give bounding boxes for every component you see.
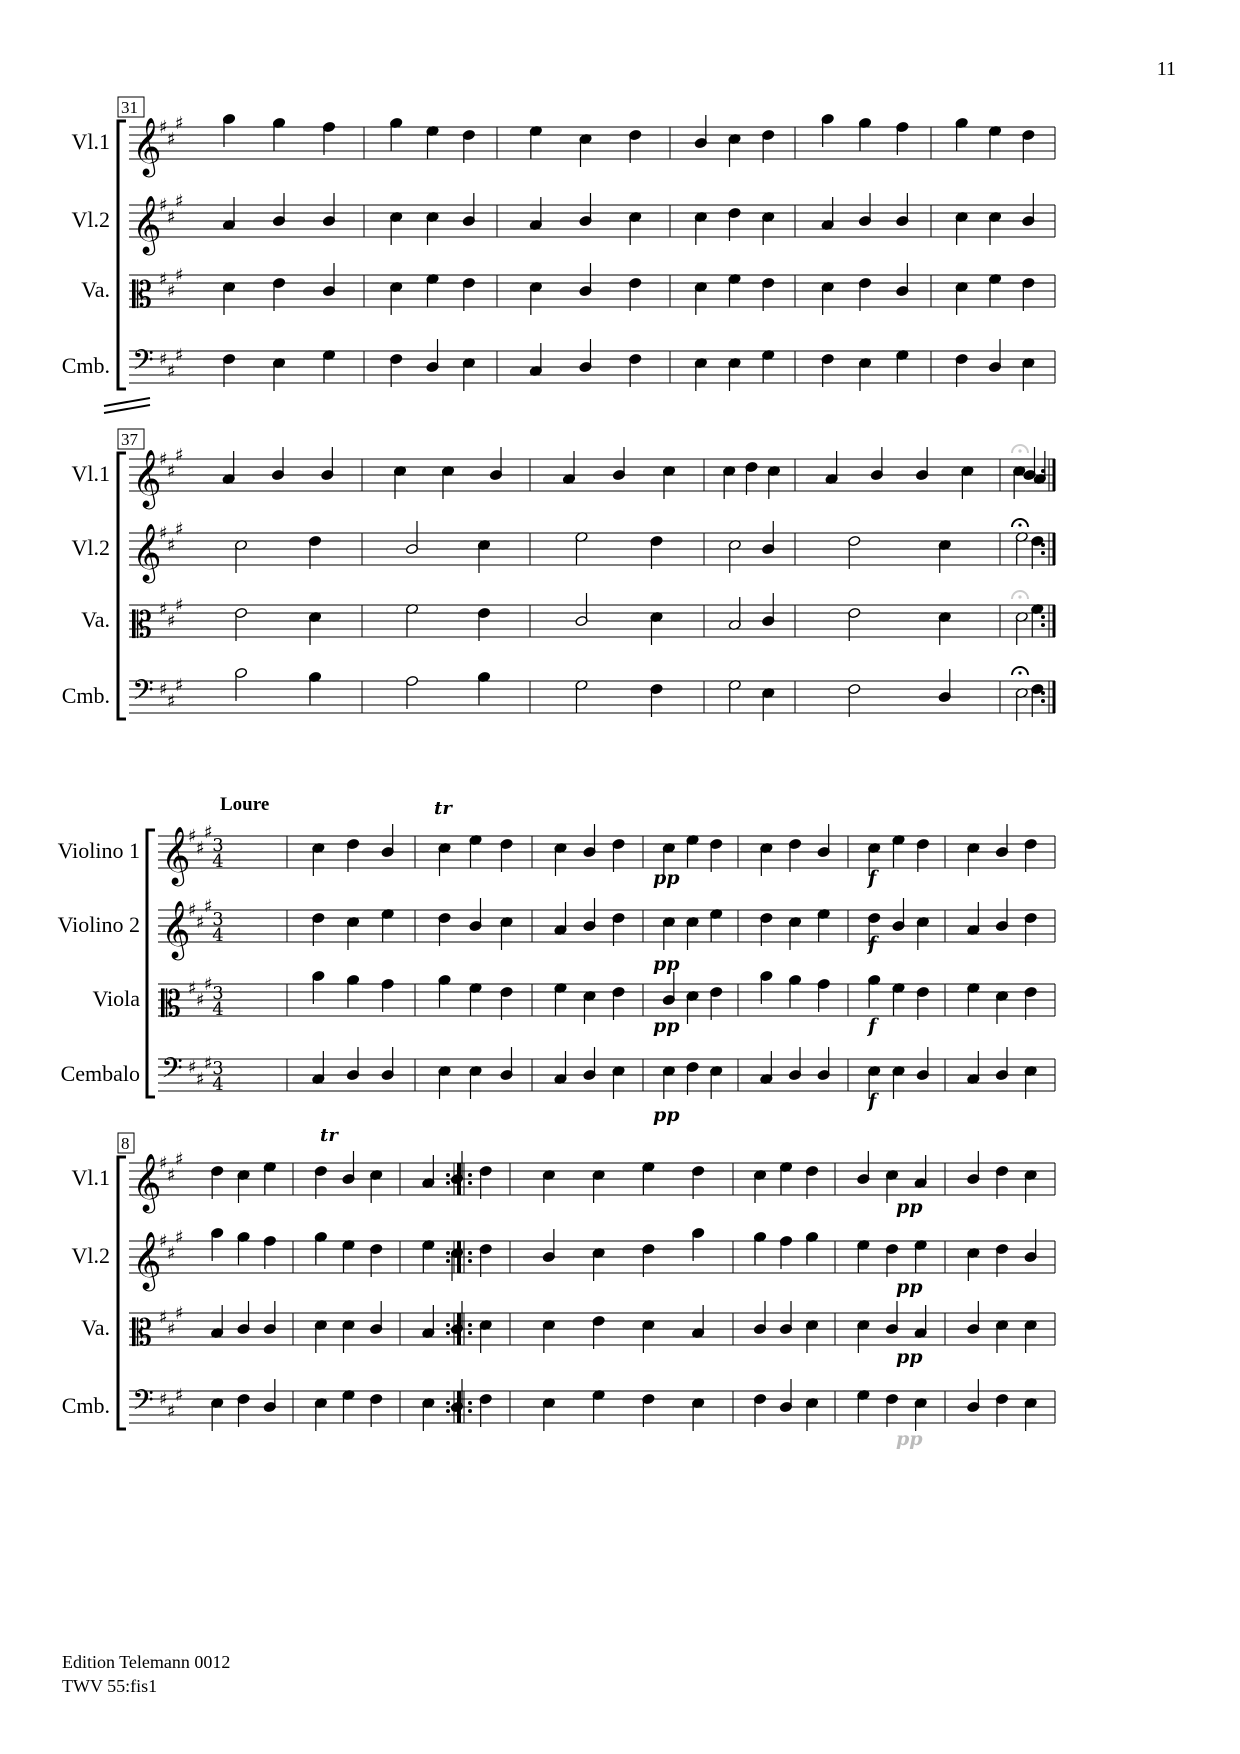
staff-1 [58,822,1055,887]
repeat-dot [468,1259,472,1263]
sharp-icon: ♯ [167,691,176,712]
system-bracket [118,1157,126,1429]
repeat-dot [468,1181,472,1185]
bass-clef-icon: 𝄢 [132,1384,154,1424]
sharp-icon: ♯ [188,1057,197,1078]
time-signature-top: 3 [212,909,224,930]
sharp-icon: ♯ [204,1053,213,1074]
staff-4 [62,339,1055,391]
sharp-icon: ♯ [175,265,184,286]
treble-clef-icon: 𝄞 [161,826,191,884]
fermata-dot [1018,523,1021,526]
staff-3 [81,593,1055,646]
sharp-icon: ♯ [159,117,168,138]
staff-label: Vl.2 [71,207,110,232]
time-signature-bottom: 4 [212,999,224,1020]
repeat-dot [468,1173,472,1177]
sharp-icon: ♯ [188,978,197,999]
repeat-dot [446,1323,450,1327]
alto-clef-icon: 𝄡 [161,984,182,1025]
time-signature-top: 3 [212,1058,224,1079]
expression-marks [320,798,923,1450]
sharp-icon: ♯ [175,445,184,466]
dynamic-pp: pp [896,1276,923,1298]
dynamic-f: f [868,1090,877,1112]
staff-label: Violino 1 [57,838,140,863]
sharp-icon: ♯ [175,113,184,134]
sharp-icon: ♯ [167,461,176,482]
dynamic-pp: pp [653,1104,680,1126]
treble-clef-icon: 𝄞 [132,449,162,507]
measure-number: 31 [121,98,138,117]
dynamic-pp: pp [653,953,680,975]
dynamic-f: f [868,933,877,955]
staff-3 [81,263,1055,316]
sharp-icon: ♯ [159,269,168,290]
sharp-icon: ♯ [167,207,176,228]
sharp-icon: ♯ [159,195,168,216]
measure-number: 37 [121,430,138,449]
staff-label: Cmb. [61,1393,110,1418]
repeat-dot [446,1251,450,1255]
fermata-dot [1018,671,1021,674]
time-signature-bottom: 4 [212,851,224,872]
staff-4 [62,1379,1055,1431]
staff-label: Va. [81,607,110,632]
repeat-dot [468,1331,472,1335]
treble-clef-icon: 𝄞 [132,195,162,253]
repeat-dot [1041,699,1045,703]
staff-3 [92,970,1055,1025]
fermata-dot [1018,595,1021,598]
sharp-icon: ♯ [196,1069,205,1090]
trill-icon: tr [320,1125,338,1146]
bass-clef-icon: 𝄢 [132,344,154,384]
repeat-dot [446,1401,450,1405]
fermata-dot [1018,449,1021,452]
sharp-icon: ♯ [167,1243,176,1264]
repeat-dot [468,1409,472,1413]
sharp-icon: ♯ [204,822,213,843]
staff-4 [61,1047,1055,1099]
staff-label: Violino 2 [57,912,140,937]
dynamic-f: f [868,1015,877,1037]
repeat-dot [468,1401,472,1405]
repeat-dot [468,1323,472,1327]
footer-edition: Edition Telemann 0012 [62,1652,231,1672]
time-signature-bottom: 4 [212,1074,224,1095]
staff-4 [62,667,1055,721]
sharp-icon: ♯ [204,896,213,917]
repeat-dot [1041,551,1045,555]
staff-label: Vl.1 [71,129,110,154]
sharp-icon: ♯ [159,449,168,470]
dynamic-f: f [868,867,877,889]
repeat-dot [446,1173,450,1177]
repeat-dot [1041,623,1045,627]
sharp-icon: ♯ [175,675,184,696]
sharp-icon: ♯ [196,838,205,859]
sharp-icon: ♯ [167,1165,176,1186]
staff-label: Vl.1 [71,461,110,486]
alto-clef-icon: 𝄡 [132,1313,153,1354]
staff-2 [58,896,1055,961]
sharp-icon: ♯ [196,990,205,1011]
staff-label: Viola [92,986,140,1011]
treble-clef-icon: 𝄞 [161,900,191,958]
treble-clef-icon: 𝄞 [132,1231,162,1289]
system-bracket [147,830,155,1097]
treble-clef-icon: 𝄞 [132,523,162,581]
sharp-icon: ♯ [159,599,168,620]
dynamic-pp: pp [896,1428,923,1450]
sharp-icon: ♯ [159,1389,168,1410]
time-signature-top: 3 [212,835,224,856]
sharp-icon: ♯ [167,361,176,382]
sharp-icon: ♯ [204,974,213,995]
repeat-dot [446,1259,450,1263]
staff-1 [72,445,1056,510]
system-separator [104,405,150,413]
staff-label: Vl.2 [71,1243,110,1268]
dynamic-pp: pp [653,1015,680,1037]
sharp-icon: ♯ [167,535,176,556]
system-bracket [118,453,126,719]
staff-2 [72,191,1056,256]
repeat-dot [468,1251,472,1255]
sharp-icon: ♯ [188,900,197,921]
dynamic-pp: pp [896,1196,923,1218]
staff-1 [72,113,1056,178]
repeat-dot [446,1331,450,1335]
sharp-icon: ♯ [175,345,184,366]
bass-clef-icon: 𝄢 [132,674,154,714]
staff-label: Vl.2 [71,535,110,560]
system-1 [62,97,1055,391]
sharp-icon: ♯ [159,679,168,700]
staff-2 [72,519,1056,584]
sharp-icon: ♯ [159,1153,168,1174]
measure-number: 8 [121,1134,130,1153]
treble-clef-icon: 𝄞 [132,117,162,175]
sharp-icon: ♯ [175,595,184,616]
page-number: 11 [1156,58,1176,80]
repeat-dot [1041,615,1045,619]
trill-icon: tr [434,798,452,819]
time-signature-bottom: 4 [212,925,224,946]
alto-clef-icon: 𝄡 [132,275,153,316]
dynamic-pp: pp [896,1346,923,1368]
sharp-icon: ♯ [175,1303,184,1324]
sharp-icon: ♯ [175,191,184,212]
treble-clef-icon: 𝄞 [132,1153,162,1211]
staff-label: Cembalo [60,1061,140,1086]
time-signature-top: 3 [212,983,224,1004]
system-2 [62,429,1055,721]
sharp-icon: ♯ [188,826,197,847]
staff-label: Cmb. [61,683,110,708]
sharp-icon: ♯ [196,912,205,933]
sharp-icon: ♯ [167,281,176,302]
repeat-dot [446,1409,450,1413]
sharp-icon: ♯ [167,611,176,632]
dynamic-pp: pp [653,867,680,889]
sharp-icon: ♯ [159,349,168,370]
sharp-icon: ♯ [175,1227,184,1248]
alto-clef-icon: 𝄡 [132,605,153,646]
footer-catalog: TWV 55:fis1 [62,1676,158,1696]
sharp-icon: ♯ [175,519,184,540]
system-separator [104,398,150,406]
system-bracket [118,121,126,389]
sharp-icon: ♯ [159,1307,168,1328]
repeat-dot [446,1181,450,1185]
staff-label: Cmb. [61,353,110,378]
system-3 [58,794,1055,1099]
sharp-icon: ♯ [175,1149,184,1170]
sharp-icon: ♯ [167,1401,176,1422]
sharp-icon: ♯ [167,1319,176,1340]
staff-label: Va. [81,277,110,302]
sharp-icon: ♯ [167,129,176,150]
bass-clef-icon: 𝄢 [161,1052,183,1092]
sharp-icon: ♯ [159,1231,168,1252]
sharp-icon: ♯ [175,1385,184,1406]
staff-label: Vl.1 [71,1165,110,1190]
tempo-marking: Loure [220,794,270,815]
sharp-icon: ♯ [159,523,168,544]
staff-label: Va. [81,1315,110,1340]
